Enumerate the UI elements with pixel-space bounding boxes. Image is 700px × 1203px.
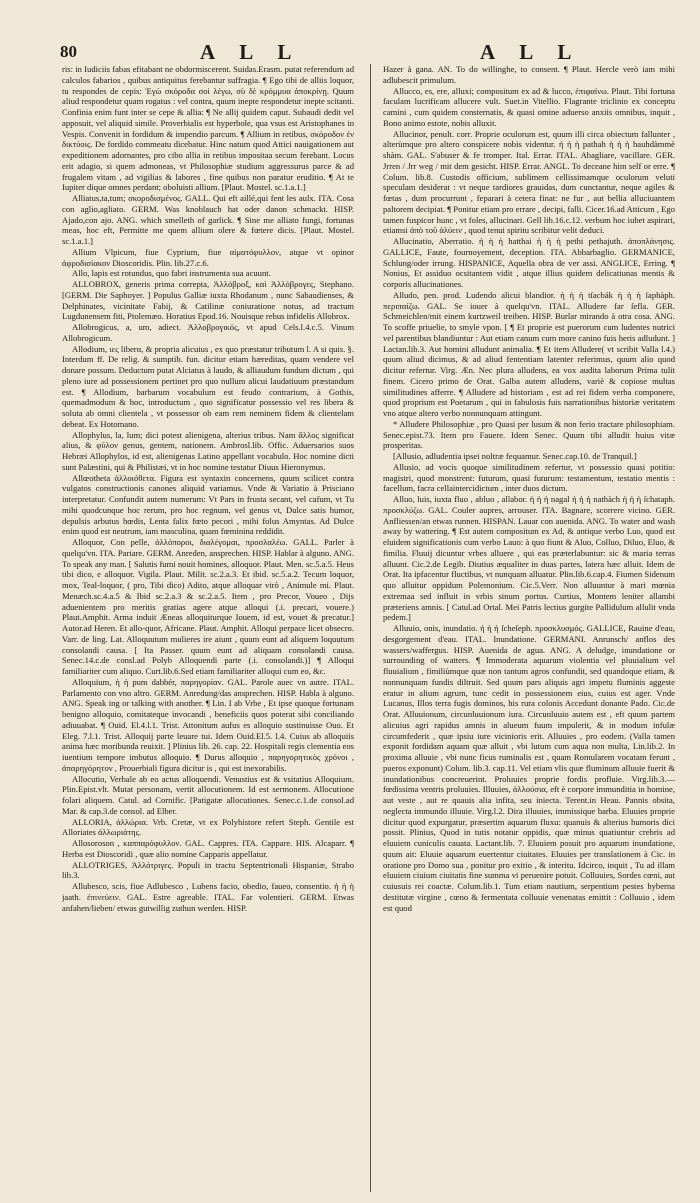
entry-paragraph: ALLOBROX, generis prima correpta, Ἀλλόβροξ, καὶ Ἀλλόβρογες, Stephano. [GERM. Die Saphoyer. ] Populus Galliæ iuxta Rhodanum , nunc Sabaudienses, & Delphinates, vicinitate Fabij, & Catilinæ coniuratione notus, ad tractum Lugdunensem fiti, Ptolemæo. Horatius Epod.16. Nouisque rebus infidelis Allobrox. (62, 279, 354, 322)
entry-paragraph: Allophylus, la, lum; dici potest alienigena, alterius tribus. Nam ἄλλος significat alius, & φῦλον genus, gentem, nationem. Ambrosl.lib. Offic. Aduersarios suos Hebræi Allophylos, id est, alienigenas Latino appellant vocabulo. Hoc nomine dicti sunt Palæstini, qui & Philistæi, vt in hoc nomine testatur Diuus Hieronymus. (62, 429, 354, 472)
running-head-right: A L L (480, 40, 582, 64)
entry-paragraph: Hazer à gana. AN. To do willinghe, to consent. ¶ Plaut. Hercle verò iam mihi adlubescit primulum. (383, 64, 675, 85)
entry-paragraph: Alloquium, ἡ ἡ pum dabbér, παρηγορίαν. GAL. Parole auec vn autre. ITAL. Parlamento con vno altro. GERM. Anredung/das ansprechen. HISP. Habla à alguno. ANG. Speak ing or talking with another. ¶ Lin. I ab Vrbe , Et ipse quoque fortunam benigno alloquio, comitateque invocandi , beneficiis quos poterat sibi conciliando adiuuabat. ¶ Ouid. El.4.l.1. Trist. Attonitum aufus es alloquio sustinuisse Ouo. Et Eleg. 7.l.1. Trist. Alloquij parte leuare tui. Idem Ouid.El.5. l.4. Cuius ab alloquiis anima hæc moribunda reuixit. ] Plinius lib. 26. cap. 22. Hospitali regis clementia eos iuentium tempore imbutus alloquio. ¶ Durus alloquio , παρηγορητικὸς χρόνοι , ἀπαρηγόρητον , Prouerbiali figura dicitur is , qui est inexorabilis. (62, 676, 354, 773)
right-column (383, 64, 675, 1194)
left-column (62, 64, 354, 1194)
entry-paragraph: Alloquor, Con pelle, ἀλλόποροι, διαλέγομαι, προσλαλέω. GALL. Parler à quelqu'vn. ITA. Pariare. GERM. Anreden, ansprechen. HISP. Hablar à alguno. ANG. To speak any man. [ Salutis fumi nouit homines, alloquor. Plaut. Men. sc.5.a.5. Heus tibi dico, e alloquor. Vigila. Plaut. Milit. sc.2.a.3. Et ibid. sc.5.a.2. Tecum loquor, mox, Teal-loquor, ( pro, Tibi dico) Adito, atque alloquar virò , Animule mi. Plaut. Menæch.sc.4.a.5 & Ibid sc.2.a.3 & sc.2.a.5. Item , pro Precor, Voueo , Dijs aduenientem pro meritis gratias agere atque alloqui (.i. precari, vouere.) Plaut.Amphit. Arma induit Æneas alloquiturque Iouem, id est, vouet & precatur.] Autor.ad Heren. Et allo-quor, Africane. Plaut. Amphit. Alloqui perpace licet obsecro. Varr. de ling. Lat. Alloquutum mulieres ire aiunt , quum eunt ad aliquem loquutum consolandi causa. [ Ita Passer. quum eunt ad aliquam consolandi causa. Senec.14.c.de consl.ad Polyb Alloquendi parte (.i. consolandi.)] ¶ Alloqui familiariter cum aliquo. Curt.lib.6.Sed etiam familiariter alloqui cum eo, &c. (62, 537, 354, 676)
page-number: 80 (60, 42, 77, 61)
entry-paragraph: Allusio, ad vocis quoque similitudinem refertur, vt possessio quasi potitio: magistri, quod monstrent: futurum, quasi futurum: testamentum, testatio mentis : facellum, facra cellaintercidictum , inter duos dictum. (383, 461, 675, 494)
entry-paragraph: Allosoroson , καππαρόφυλλον. GAL. Cappres. ITA. Cappare. HIS. Alcaparr. ¶ Herba est Dioscoridi , quæ alio nomine Capparis appellatur. (62, 838, 354, 859)
entry-paragraph: Allœotheta ἀλλοιόθετα. Figura est syntaxin concernens, quum scilicet contra vulgatos constructionis canones aliquid variamus. Vnde & Variatio à Prisciano interpretatur. Confundit autem numerum: Vt Pars in frusta secant, vel cafum, vt Tu mihi quodcunque hoc rerum, pro hoc regnum, vel genus vt, Dulce satis humor, depulsis arbutus hœdis, Lenta falix fœto pecori , mihi folus Amyntas. Ad Dulce enim quod est neutrum, iam masculina, quam fœminina reddidit. (62, 472, 354, 537)
running-head-left: A L L (200, 40, 302, 64)
entry-paragraph: Alluuio, onis, inundatio. ἡ ἡ ἡ ſcheſeph. προσκλυσμός. GALLICE, Rauine d'eau, desgorgement d'eau. ITAL. Inundatione. GERMANI. Anrunsch/ anflos des wassers/waffergus. HISP. Auenida de agua. ANG. A deludge, inundatione or surrounding of watters. ¶ Immoderata aquarum violentia vel pluuialium vel fluuialium , fimiliùmque quæ non tantum agros confundit, sed quandoque etiam, & nonnunquam fundis diltruit. Sed quum pars aliquis agri impetu fluminis aggeste eratur in alium agrum, tunc cedit in possessionem eius, cuius est ager. Vnde Lucanus, Illos terra fugis dominos, his rura colonis Accedunt donante Pado. Cic.de Orat. Alluuionum, circunluuionum iura. Circunluuio autem est , eft quum partem alicuius agri rapidus amnis in alueum fuum impulerit, & in modum infulæ circumfederit , quæ ipsiu iure vicinioris erit. Alluuies , pro eodem. (Valla tamen exponit fordidam aquam quæ alluit , vbi lutum cum aqua non multa, Lin.lib.2. In proxima alluuie , vbi nunc ficus ruminalis est , quam Romularem vocatam ferunt , pueros exponunt) Colum. lib.3. cap.11. Vel etiam vlis quæ fluminum alluuie fuerit & inundationibus concreuerint. Proluuies proprie fordis profluie. Virg.lib.3.— fœdissima ventris proluuies. Illuuies, ἀλλούσια, eft è corpore immunditia in homine, aut veste , aut re quauis alia infita, seu iniecta. Terent.in Heau. Pannis obsita, neglecta immundo illuuie. Virg.l.2. Dira illuuies, immissique barba. Eluuies proprie dicitur quod expurgatur, præsertim aquarum fluxu: quanuis & alterius humoris dici possit. Plinius, Quod in tutis notatur oppidis, quæ minus quatiuntur crebris ad eluuiem cuniculis cauata. Lactant.lib. 7. Eluuiem posuit pro aquarum inundatione, quum ait: Eluuie aquarum euertentur ciuitates. Eluuies per translationem à Cic. in oratione pro Domo sua , ponitur pro exitio , & interitu. Idcirco, inquit , Tu ad illam eluuiem ciuium ciuitatis fine summa vi peruenire potuit. Colluuies, Sordes cœni, aut cuiusuis rei coactæ. Colum.lib.1. Tum etiam nautium, serpentium pestes hyberna destitutæ virgine , cœno & fermentata colluuie venenatas emittit : Colluuio , idem est quod (383, 623, 675, 913)
entry-paragraph: Allucco, es, ere, alluxi; compositum ex ad & lucco, ἐπιφαίνω. Plaut. Tibi fortuna faculam lucrificam allucere vult. Suet.in Vitellio. Flagrante triclinio ex conceptu camini , cum quidem consternatis, & quasi omine aduerso anxiis omnibus, inquit , Bono animo estote, nobis alluxit. (383, 85, 675, 128)
entry-paragraph: Allubesco, scis, fiue Adlubesco , Lubens facio, obedio, faueo, consentio. ἡ ἡ ἡ jaath. ἐπινεύειν. GAL. Estre agreable. ITAL. Far volentieri. GERM. Etwas anfahen/lieben/ etwas gutwillig zuthun werden. HISP. (62, 881, 354, 913)
entry-paragraph: ALLOTRIGES, Ἀλλότριγες. Populi in tractu Septentrionali Hispaniæ, Strabo lib.3. (62, 859, 354, 881)
entry-paragraph: Alliatus,ta,tum; σκοροδισμένος. GALL. Qui eft aillé,qui fent les aulx. ITA. Cosa con aglio,agliato. GERM. Was knoblauch hat oder danon schmackt. HISP. Ajado,con ajo. ANG. which smelleth of garlick. ¶ Sine me alliato fungi, fortunas meas, hoc eft, Permitte me quem allium olere & fœtere dicis. [Plaut. Mostel. sc.1.a.1.] (62, 193, 354, 246)
entry-paragraph: * Alludere Philosophiæ , pro Quasi per lusum & non ferio tractare philosophiam. Senec.epist.73. Item pro Fauere. Idem Senec. Quum tibi alludit huius vitæ prosperitas. (383, 418, 675, 451)
entry-paragraph: ALLORIA, ἀλλώρια. Vrb. Cretæ, vt ex Polyhistore refert Steph. Gentile est Alloriates ἀλλωριάτης. (62, 816, 354, 838)
entry-paragraph: Allobrogicus, a, um, adiect. Ἀλλοβρογικός, vt apud Cels.l.4.c.5. Vinum Allobrogicum. (62, 322, 354, 343)
entry-paragraph: Allucinor, penult. corr. Proprie oculorum est, quum illi circa obiectum fallunter , alterùmque pro altero conspicere nobis videntur. ἡ ἡ ἡ pathah ἡ ἡ ἡ hauhdàmmè shàm. GAL. S'abuser & fe tromper. Ital. Errar. ITAL. Abagliare, vacillare. GER. Jrren / Jrr weg / mit dem gesicht. HISP. Errar. ANGL. To deceane him self or erre. ¶ Colum. lib.8. Custodis officium, sublimem cellissimamque oculorum veluti speculam desiderat : vt neque tardiores grauidas, dum cunctantur, neque agiles & fœtas , dum procurrunt , feparari à cetera finat: ne fur , aut bellia alluciuantem paltorem decipiat. ¶ Ponitur etiam pro errare , decipi, falli. Cicer.16.ad Atticum , Ego tamen fuspicor hunc , vt foles, allucinari. Gell lib.16.c.12. verbum hoc iubet aspirari, etiamsi ἀπὸ τοῦ ἀλύειν , quod tenui spiritu scribitur velit deduci. (383, 128, 675, 236)
entry-paragraph: Allium Vlpicum, fiue Cyprium, fiue αἱματόφυλλον, atque vt opinor ἀφροδισίακον Dioscoridis. Plin. lib.27.c.6. (62, 246, 354, 268)
entry-paragraph: Allodium, ιες liberα, & propria alicuius , ex quo præstatur tributum l. A si quis. §. Interdum ff. De relig. & sumptib. fun. dicitur etiam hæreditas, quam vendere vel donare possum. Deductum putat Alciatus à laudo, & alliaudum fundum dictum , qui pleno iure ad possessionem pertinet pro quo nullum alicui laudatiuum præstandum est. ¶ Allodium, barbarum vocabulum est feudo contrarium, à Gothis, quemadmodum & hoc, introductum , quo significatur possessio vel res libera & soluta ab omni clientela , vt possessor ob eam rem neminem fidem & clientelam debeat. Ex Hotomano. (62, 343, 354, 429)
entry-paragraph: ris: in Iudiciis fabas efitabant ne obdormiscerent. Suidas.Erasm. putat referendum ad calculos fabarios , quibus antiquitus ferebantur suffragia. ¶ Ego tibi de alliis loquor, tu respondes de cepis: Ἐγὼ σκόροδα σοὶ λέγω, σὺ δὲ κρόμμυα ἀποκρίνῃ. Quum aliud respondetur quam rogatus : vel contra, quum inepte respondetur inepte scitanti. Confinia enim funt inter se cepe & allia: ¶ Ne allij quidem caput. Subaudi dedit vel apposuit, vel aliquid simile. Proverbialis est hyperbole, qua vsus est Aristophanes in Vespis. Convenit in fordidum & impendio parcum. ¶ Allium in retibus, σκόροδον ἐν δικτύοις. De fordido commeatu dicebatur. Hinc natum quod Attici nauigationem aut expeditionem adornantes, pro cibo allia in retibus impositaa secum ferebant. Locus erit adagio, si quem admoneas, vt Philosophiæ studium aggressurus parce & ad frugalem vitam , ad vigilias & labores , fine quibus non paratur eruditio. ¶ At te Iupiter dique omnes perdant; oboluisti allium. [Plaut. Mostel. sc.1.a.1.] (62, 64, 354, 193)
entry-paragraph: Alludo, pen. prod. Ludendo alicui blandior. ἡ ἡ ἡ tſacbák ἡ ἡ ἡ ſaphàph. περιπαίζω. GAL. Se iouer à quelqu'vn. ITAL. Alludere far ſefla. GER. Schmeichlen/mit einem kurtzweil treiben. HISP. Burlar mirando à otra cosa. ANG. To scoffe priuelie, to smyle vpon. [ ¶ Et proprie est puerorum cum ludentes nutrici vel parentibus blandiuntur : Aut etiam canum cum more canino fuis heris adludunt. ] Lactan.lib.3. Aut homini alludunt animalia. ¶ Et item Alludere( vt scribit Valla l.4.) quum aliud dicimus, & ad aliud fententiam latenter referimus, quum alio quod dicitur refertur. Virg. Æn. Nec plura alludens, ea vox audita laborum Prima tulit finem. Cicero primo de Orat. Galba autem alludens, variè & copiose multas similitudines afferre. ¶ Alludere ad historiam , est ad rei fidem verba componere, quod proprium est Poetarum , qui in fabulosis fuis narrationibus historiæ veritatem vno atque altero verbo nonnunquam attingunt. (383, 289, 675, 418)
entry-paragraph: Allocutio, Verbale ab eo actus alloquendi. Venustius est & vsitatius Alloquium. Plin.Epist.vlt. Mutat personam, vertit allocutionem. Id est sermonem. Allocutione folari aliquem. Catul. ad Cornific. [Patigatæ allocutiones. Senec.c.1.de consol.ad Mar. & cap.3.de consol. ad Elber. (62, 773, 354, 816)
entry-paragraph: Allucinatio, Aberratio. ἡ ἡ ἡ hatthai ἡ ἡ ἡ pethi pethajuth. ἀποπλάνησις. GALLICE, Faute, fournoyement, deception. ITA. Abbarbaglio. GERMANICE, Schlung/oder irrung. HISPANICE, Aquella obra de ver assi. ANGLICE, Erring. ¶ Nonius, Et assiduo ocsitantem vidit , atque illius quidem delicatiunas mentis & corporis allucinationes. (383, 236, 675, 289)
column-divider (370, 64, 371, 1192)
entry-paragraph: [Allusio, adludentia ipsei noltræ fequamur. Senec.cap.10. de Tranquil.] (393, 451, 637, 461)
entry-paragraph: Alluo, luis, iuxta fluo , abluo , allabor. ἡ ἡ ἡ nagal ἡ ἡ ἡ nathàch ἡ ἡ ἡ ſchataph. προσκλύζω. GAL. Couler aupres, arrouser. ITA. Bagnare, scorrere vicino. GER. Anfliessen/an etwas runnen. HISPAN. Lauar con auenida. ANG. To water and wash away by wattering. ¶ Est autem compositum ex Ad, & antique verbo Luo, quod est eluidem significationis cum verbo Lauo: à quo fiunt & Aluo, Colluo, Diluo, Eluo, & fimilia. Fluuij dicuntur vrbes alluere , qui eas præterlabuntur: sic & maria terras alluunt. Cic.2.de Legib. Diutius æqualiter in duas partes, latera hæc alluit. Idem de Orat. Ita ipfacentur fluctibus, vt nunquam alluatur. Plin.lib.6.cap.4. Fiumen Sidenum quo alluitur oppidum Polemonium. Cic.5.Verr. Non alluuntur à mari mœnia extremaa sed influit in vrbis sinum portus. Curtius, Montem leniter allambi præteriens amnis. [ Catul.ad Ortal. Mei Patris lectius gurgite Pallidulum allulit vnda pedem.] (383, 494, 675, 623)
entry-paragraph: Allo, lapis est rotundus, quo fabri instrumenta sua acuunt. (72, 268, 271, 279)
